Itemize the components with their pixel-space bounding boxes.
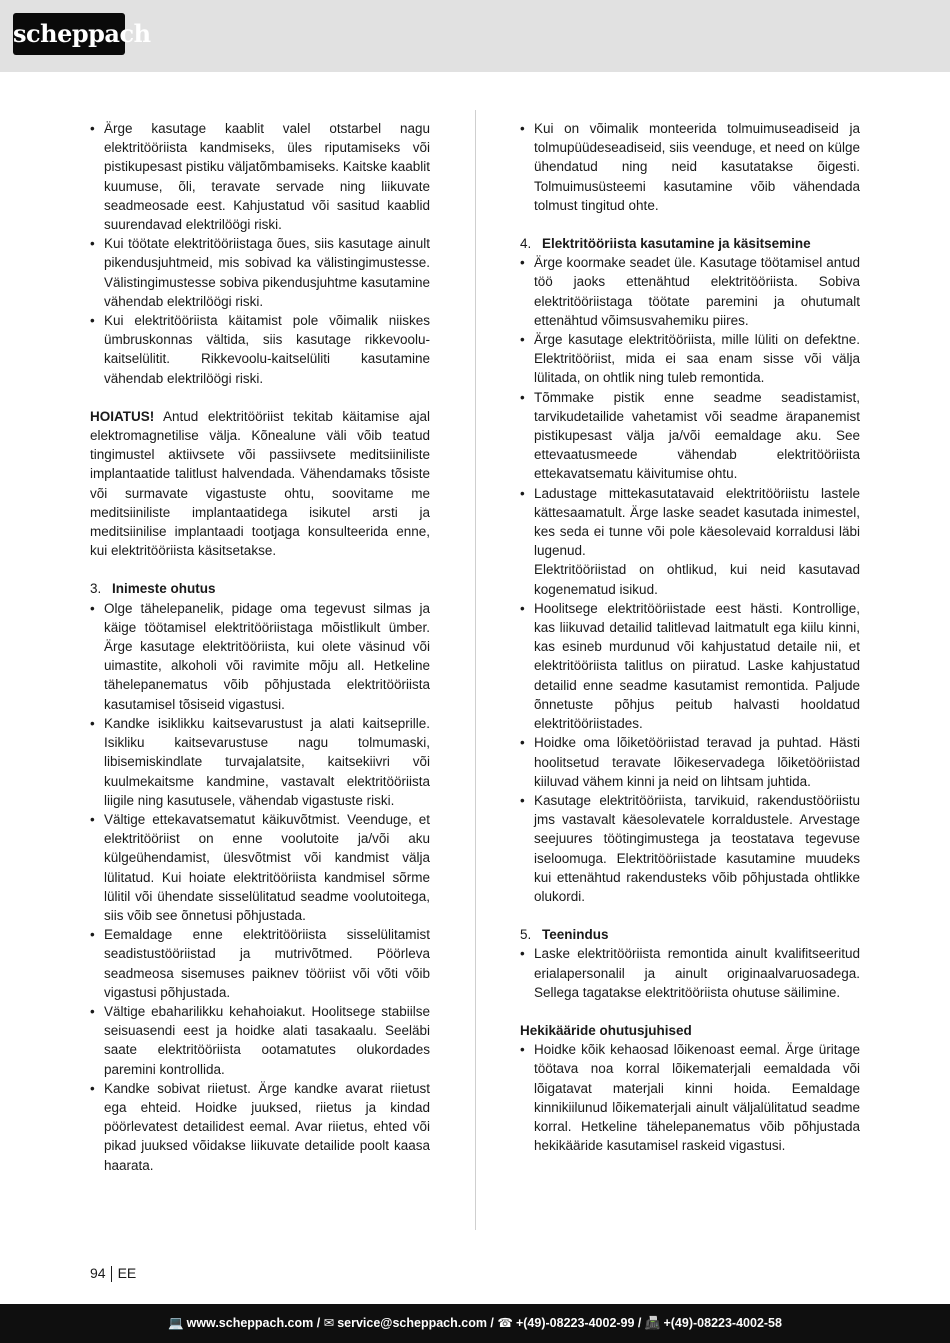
list-item: • Kui on võimalik monteerida tolmuimuseadiseid ja tolmupüüdeseadiseid, siis veenduge, et need on külge ühendatud ning neid kasutatakse õigesti. Tolmuimusüsteemi kasutamine võib vähendada tolmust tingitud ohte. — [520, 119, 860, 215]
bullet-list — [90, 119, 430, 388]
left-column — [90, 119, 430, 1175]
warning-paragraph — [90, 407, 430, 561]
list-item: • Hoidke oma lõiketööriistad teravad ja puhtad. Hästi hoolitsetud teravate lõikeservadega lõiketööriistad kiiluvad vähem kinni ja neid on lihtsam juhtida. — [520, 733, 860, 791]
list-item: • Kandke isiklikku kaitsevarustust ja alati kaitseprille. Isikliku kaitsevarustuse nagu tolmumaski, libisemiskindlate turvajalatsite, kaitsekiivri või kuulmekaitsme kandmine, vastavalt elektritööriista liigile ning kasutusele, vähendab vigastuste riski. — [90, 714, 430, 810]
section-heading — [90, 579, 430, 598]
section-heading — [520, 234, 860, 253]
section-title: Teenindus — [542, 927, 609, 943]
column-divider — [475, 110, 476, 1230]
bullet-list — [90, 599, 430, 1175]
bullet-list — [520, 1040, 860, 1155]
list-item: • Kandke sobivat riietust. Ärge kandke avarat riietust ega ehteid. Hoidke juuksed, riietus ja kindad pöörlevatest detailidest eemal. Avar riietus, ehted või pikad juuksed võidakse liikuvate detailide poolt kaasa haarata. — [90, 1079, 430, 1175]
fax-icon: 📠 — [644, 1316, 661, 1330]
continuation-text: Elektritööriistad on ohtlikud, kui neid kasutavad kogenematud isikud. — [534, 562, 860, 597]
list-item: • Laske elektritööriista remontida ainult kvalifitseeritud erialapersonalil ja ainult originaalvaruosadega. Sellega tagatakse elektritööriista ohutuse säilimine. — [520, 944, 860, 1002]
envelope-icon: ✉ — [323, 1316, 335, 1330]
bullet-list — [520, 599, 860, 906]
email-link[interactable]: service@scheppach.com / — [337, 1316, 494, 1330]
phone-icon: ☎ — [497, 1316, 513, 1330]
section-heading — [520, 925, 860, 944]
list-item: • Ärge kasutage kaablit valel otstarbel nagu elektritööriista kandmiseks, üles riputamiseks või pistikupesast pistiku väljatõmbamiseks. Kaitske kaablit kuumuse, õli, teravate servade ning liikuvate seadmeosade eest. Kahjustatud või sasitud kaablid suurendavad elektrilöögi riski. — [90, 119, 430, 234]
section-number: 3. — [90, 581, 102, 597]
language-code: EE — [117, 1265, 137, 1281]
section-title: Inimeste ohutus — [112, 581, 216, 597]
list-item: • Olge tähelepanelik, pidage oma tegevust silmas ja käige töötamisel elektritööriistaga mõistlikult ümber. Ärge kasutage elektritööriista, kui olete väsinud või uimastite, alkoholi või ravimite mõju all. Hetkeline tähelepanematus võib põhjustada elektritööriista kasutamisel tõsiseid vigastusi. — [90, 599, 430, 714]
bullet-list — [520, 944, 860, 1002]
section-number: 4. — [520, 236, 532, 252]
warning-text: Antud elektritööriist tekitab käitamise ajal elektromagnetilise välja. Kõnealune väli võib teatud tingimustel aktiivsete või passiivsete meditsiiniliste implantaatide talitlust halvendada. Vähendamaks tõsiste või surmavate vigastuste ohtu, soovitame me meditsiiniliste implantaatidega isikutel arsti ja meditsiinilise implantaadi tootjaga konsulteerida enne, kui elektritööriista käsitsetakse. — [90, 408, 430, 559]
bullet-list — [520, 119, 860, 215]
contact-bar — [0, 1304, 950, 1343]
list-item: • Kui elektritööriista käitamist pole võimalik niiskes ümbruskonnas vältida, siis kasutage rikkevoolu-kaitselülitit. Rikkevoolu-kaitselüliti kasutamine vähendab elektrilöögi riski. — [90, 311, 430, 388]
page-footer — [90, 1264, 136, 1282]
warning-label: HOIATUS! — [90, 408, 155, 424]
list-item: • Tõmmake pistik enne seadme seadistamist, tarvikudetailide vahetamist või seadme ärapanemist pistikupesast välja ja/või eemaldage aku. See ettevaatusmeede vähendab elektritööriista ettekavatsematu käivitumise ohtu. — [520, 388, 860, 484]
brand-logo: scheppach — [13, 13, 125, 55]
header-bar — [0, 0, 950, 72]
page-number: 94 — [90, 1265, 106, 1281]
section-number: 5. — [520, 927, 532, 943]
list-item: • Vältige ebaharilikku kehahoiakut. Hoolitsege stabiilse seisuasendi eest ja hoidke alati tasakaalu. Seeläbi saate elektritööriista ootamatutes olukordades paremini kontrollida. — [90, 1002, 430, 1079]
list-item: • Hoidke kõik kehaosad lõikenoast eemal. Ärge üritage töötava noa korral lõikematerjali eemaldada või lõigatavat materjali kinni hoida. Eemaldage kinnikiilunud lõikematerjali ainult väljalülitatud seadme korral. Hetkeline tähelepanematus võib põhjustada hekikääride kasutamisel raskeid vigastusi. — [520, 1040, 860, 1155]
hedge-safety-heading: Hekikääride ohutusjuhised — [520, 1022, 692, 1038]
phone-number: +(49)-08223-4002-99 / — [515, 1316, 642, 1330]
list-item: • Vältige ettekavatsematut käikuvõtmist. Veenduge, et elektritööriist on enne voolutoite ja/või aku külgeühendamist, ülesvõtmist või kandmist välja lülitatud. Kui hoiate elektritööriista kandmisel sõrme lülitil või ühendate sisselülitatud seadme voolutoitega, siis võib see õnnetusi põhjustada. — [90, 810, 430, 925]
list-item: • Eemaldage enne elektritööriista sisselülitamist seadistustööriistad ja mutrivõtmed. Pöörleva seadmeosa sisemuses paiknev tööriist või võti võib vigastusi põhjustada. — [90, 925, 430, 1002]
list-item: • Ladustage mittekasutatavaid elektritööriistu lastele kättesaamatult. Ärge laske seadet kasutada inimestel, kes seda ei tunne või pole käesolevaid korraldusi läbi lugenud. — [520, 484, 860, 561]
website-link[interactable]: www.scheppach.com / — [186, 1316, 321, 1330]
footer-separator — [111, 1266, 112, 1282]
list-item: • Kasutage elektritööriista, tarvikuid, rakendustööriistu jms vastavalt käesolevatele korraldustele. Arvestage seejuures töötingimustega ja teostatava tegevuse iseloomuga. Elektritööriistade kasutamine muudeks kui ettenähtud rakendusteks võib põhjustada ohtlikke olukordi. — [520, 791, 860, 906]
list-item: • Ärge koormake seadet üle. Kasutage töötamisel antud töö jaoks ettenähtud elektritööriista. Sobiva elektritööriistaga töötate paremini ja ohutumalt ettenähtud võimsusvahemiku piires. — [520, 253, 860, 330]
list-item: • Kui töötate elektritööriistaga õues, siis kasutage ainult pikendusjuhtmeid, mis sobivad ka välistingimustesse. Välistingimustesse sobiva pikendusjuhtme kasutamine vähendab elektrilöögi riski. — [90, 234, 430, 311]
list-item: • Ärge kasutage elektritööriista, mille lüliti on defektne. Elektritööriist, mida ei saa enam sisse või välja lülitada, on ohtlik ning tuleb remontida. — [520, 330, 860, 388]
bullet-list — [520, 253, 860, 560]
computer-icon: 💻 — [168, 1316, 184, 1330]
list-item: • Hoolitsege elektritööriistade eest hästi. Kontrollige, kas liikuvad detailid talitlevad laitmatult ega kiilu kinni, kas esineb murdunud või kahjustatud detaile nii, et elektritööriista talitlus on piiratud. Laske kahjustatud detailid enne seadme kasutamist remontida. Paljude õnnetuste põhjus peitub halvasti hooldatud elektritööriistades. — [520, 599, 860, 733]
right-column — [520, 119, 860, 1155]
fax-number: +(49)-08223-4002-58 — [663, 1316, 782, 1330]
section-title: Elektritööriista kasutamine ja käsitsemine — [542, 236, 811, 252]
